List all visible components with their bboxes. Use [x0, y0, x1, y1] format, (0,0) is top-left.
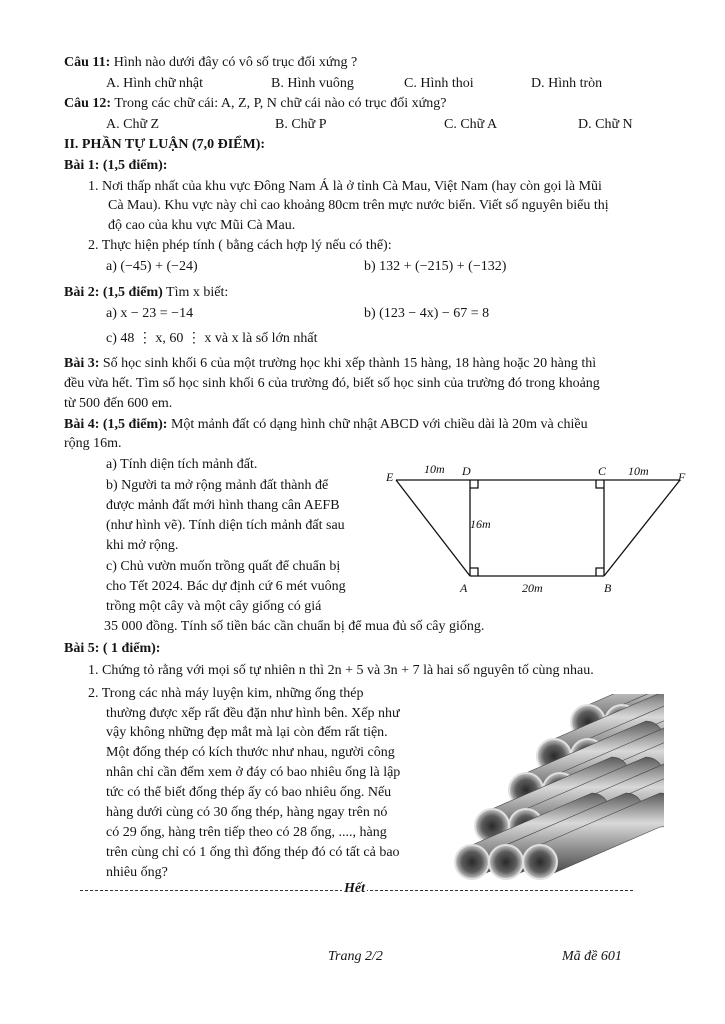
vertex-b: B: [604, 581, 612, 595]
bai5-label: Bài 5: ( 1 điểm):: [64, 641, 161, 656]
bai2-part-b: b) (123 − 4x) − 67 = 8: [364, 306, 490, 321]
pipe-end: [455, 845, 489, 879]
bai5-item2-line3: vậy không những đẹp mắt mà lại còn đếm rất tiện.: [106, 725, 388, 740]
label-cf-length: 10m: [628, 464, 649, 478]
question-12: [64, 95, 446, 113]
end-label: Hết: [344, 881, 365, 896]
bai1-label: Bài 1: (1,5 điểm):: [64, 158, 168, 173]
bai4-part-c-4: 35 000 đồng. Tính số tiền bác cần chuẩn bị để mua đủ số cây giống.: [104, 619, 485, 634]
vertex-c: C: [598, 464, 607, 478]
q11-option-c: C. Hình thoi: [404, 76, 474, 91]
bai2-part-c: c) 48 ⋮ x, 60 ⋮ x và x là số lớn nhất: [106, 331, 318, 346]
footer-exam-code: Mã đề 601: [562, 949, 622, 964]
right-angle-c: [596, 480, 604, 488]
bai4-line1: [64, 416, 588, 434]
bai1-item1-line3: độ cao của khu vực Mũi Cà Mau.: [108, 218, 296, 233]
label-ab-length: 20m: [522, 581, 543, 595]
bai4-part-c-2: cho Tết 2024. Bác dự định cứ 6 mét vuông: [106, 579, 346, 594]
q12-option-a: A. Chữ Z: [106, 117, 160, 132]
bai1-item1-line2: Cà Mau). Khu vực này chỉ cao khoảng 80cm trên mực nước biển. Viết số nguyên biểu thị: [108, 198, 609, 213]
label-height: 16m: [470, 517, 491, 531]
bai4-line2: rộng 16m.: [64, 436, 122, 451]
bai1-part-b: b) 132 + (−215) + (−132): [364, 259, 507, 274]
bai4-part-b-4: khi mở rộng.: [106, 538, 179, 553]
bai3-line1: [64, 355, 596, 373]
bai5-item2-line10: nhiêu ống?: [106, 865, 168, 880]
bai1-item2: 2. Thực hiện phép tính ( bằng cách hợp lý nếu có thể):: [88, 238, 392, 253]
bai4-part-c-3: trồng một cây và một cây giống có giá: [106, 599, 322, 614]
right-angle-d: [470, 480, 478, 488]
bai3-label: Bài 3:: [64, 356, 100, 371]
bai2-heading: [64, 284, 228, 302]
bai1-part-a: a) (−45) + (−24): [106, 259, 198, 274]
bai5-item1: 1. Chứng tỏ rằng với mọi số tự nhiên n thì 2n + 5 và 3n + 7 là hai số nguyên tố cùng nhau.: [88, 663, 594, 678]
footer-page: Trang 2/2: [328, 949, 383, 964]
edge-ea: [396, 480, 470, 576]
bai5-item2-line9: trên cùng chỉ có 1 ống thì đống thép đó có tất cả bao: [106, 845, 400, 860]
trapezoid-figure: [382, 462, 688, 602]
vertex-d: D: [462, 464, 471, 478]
bai4-part-a: a) Tính diện tích mảnh đất.: [106, 457, 258, 472]
bai5-item2-line2: thường được xếp rất đều đặn như hình bên. Xếp như: [106, 706, 400, 721]
bai5-item2-line6: tức có thể biết đống thép ấy có bao nhiêu ống. Nếu: [106, 785, 392, 800]
question-12-label: Câu 12:: [64, 96, 112, 111]
q12-option-c: C. Chữ A: [444, 117, 498, 132]
question-11-text: Hình nào dưới đây có vô số trục đối xứng ?: [113, 55, 358, 70]
bai5-item2-line8: có 29 ống, hàng trên tiếp theo có 28 ống, ...., hàng: [106, 825, 387, 840]
right-angle-a: [470, 568, 478, 576]
bai3-line2: đều vừa hết. Tìm số học sinh khối 6 của trường đó, biết số học sinh của trường đó trong khoảng: [64, 376, 600, 391]
bai3-text-1: Số học sinh khối 6 của một trường học khi xếp thành 15 hàng, 18 hàng hoặc 20 hàng thì: [102, 356, 597, 371]
vertex-a: A: [460, 581, 468, 595]
bai4-part-b-1: b) Người ta mở rộng mảnh đất thành để: [106, 478, 329, 493]
vertex-f: F: [678, 470, 686, 484]
section-2-heading: II. PHẦN TỰ LUẬN (7,0 ĐIỂM):: [64, 137, 266, 152]
bai1-item1-line1: 1. Nơi thấp nhất của khu vực Đông Nam Á là ở tỉnh Cà Mau, Việt Nam (hay còn gọi là Mũi: [88, 179, 602, 194]
pipe-end: [489, 845, 523, 879]
bai4-text-1: Một mảnh đất có dạng hình chữ nhật ABCD với chiều dài là 20m và chiều: [170, 417, 588, 432]
bai5-item2-line7: hàng dưới cùng có 30 ống thép, hàng ngay trên nó: [106, 805, 388, 820]
pipe-end: [523, 845, 557, 879]
vertex-e: E: [386, 470, 394, 484]
label-ed-length: 10m: [424, 462, 445, 476]
q11-option-b: B. Hình vuông: [271, 76, 354, 91]
bai2-part-a: a) x − 23 = −14: [106, 306, 194, 321]
right-angle-b: [596, 568, 604, 576]
edge-fb: [604, 480, 680, 576]
bai2-text: Tìm x biết:: [166, 285, 229, 300]
q11-option-a: A. Hình chữ nhật: [106, 76, 204, 91]
bai4-label: Bài 4: (1,5 điểm):: [64, 417, 168, 432]
bai4-part-c-1: c) Chủ vườn muốn trồng quất để chuẩn bị: [106, 559, 341, 574]
q12-option-d: D. Chữ N: [578, 117, 633, 132]
steel-pipes-image: [438, 694, 664, 888]
q11-option-d: D. Hình tròn: [531, 76, 603, 91]
bai4-part-b-3: (như hình vẽ). Tính diện tích mảnh đất sau: [106, 518, 345, 533]
bai5-item2-line4: Một đống thép có kích thước như nhau, người công: [106, 745, 395, 760]
bai3-line3: từ 500 đến 600 em.: [64, 396, 173, 411]
question-11-label: Câu 11:: [64, 55, 111, 70]
bai2-label: Bài 2: (1,5 điểm): [64, 285, 163, 300]
question-12-text: Trong các chữ cái: A, Z, P, N chữ cái nào có trục đối xứng?: [114, 96, 447, 111]
bai5-item2-line1: 2. Trong các nhà máy luyện kim, những ống thép: [88, 686, 364, 701]
question-11: [64, 54, 357, 72]
bai5-item2-line5: nhân chỉ cần đếm xem ở đáy có bao nhiêu ống là lập: [106, 765, 401, 780]
q12-option-b: B. Chữ P: [275, 117, 327, 132]
pipe-stack: [455, 694, 664, 879]
bai4-part-b-2: được mảnh đất mới hình thang cân AEFB: [106, 498, 340, 513]
